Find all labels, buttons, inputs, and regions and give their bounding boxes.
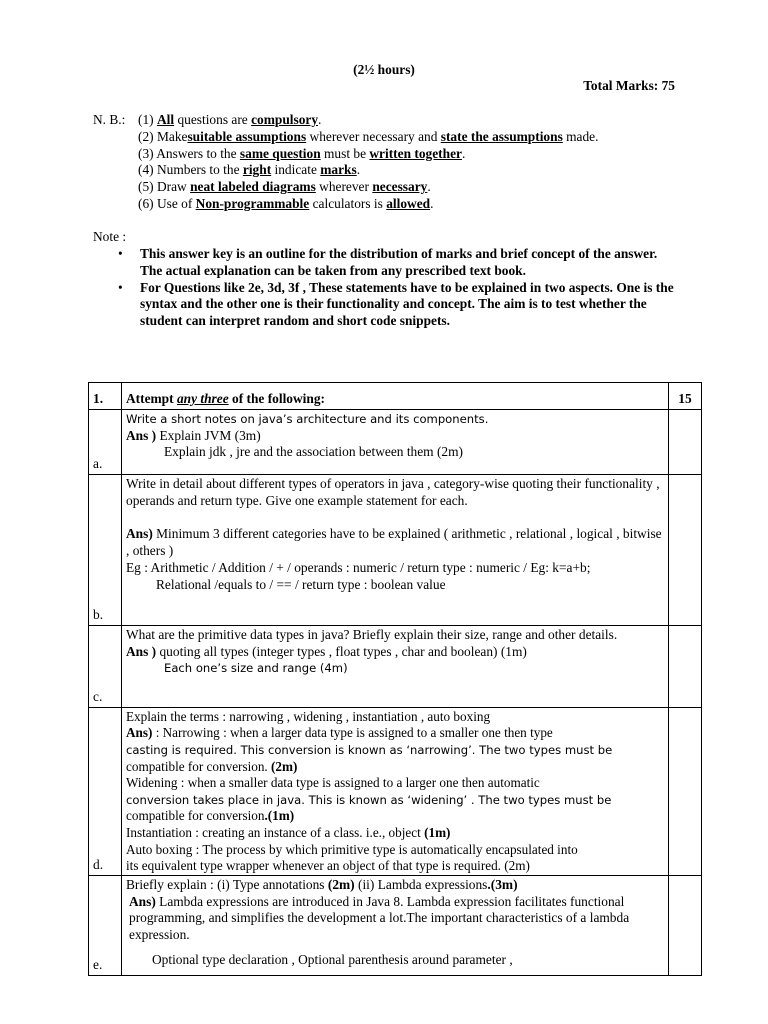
subquestion-label: e. [89,875,122,975]
answer-text: Instantiation : creating an instance of a class. i.e., object [126,824,425,840]
subquestion-content [122,474,669,625]
answer-line [126,428,664,445]
instruction-item [138,146,598,163]
note-list [118,246,678,330]
instruction-number: (6) [138,195,157,211]
subquestion-label: a. [89,409,122,474]
instruction-text: wherever necessary and [306,128,441,144]
instruction-text: . [356,162,361,178]
instruction-text: wherever [315,179,373,195]
answer-line: Each one’s size and range (4m) [164,661,348,676]
subquestion-content [122,409,669,474]
question-text: What are the primitive data types in java? Briefly explain their size, range and other details. [126,626,618,642]
instruction-text: . [427,179,431,195]
instruction-text: Numbers to the [156,162,243,178]
instruction-text: Use of [156,195,196,211]
instruction-text: of the following: [228,391,325,406]
instruction-emphasis: any three [176,391,229,406]
answer-text: compatible for conversion [126,808,265,824]
answer-line [126,644,664,661]
question-text [126,877,664,894]
question-marks: 15 [669,383,702,410]
answer-line [126,759,664,776]
answer-line: its equivalent type wrapper whenever an object of that type is required. (2m) [126,858,530,874]
instruction-item [138,129,598,146]
marks-cell [669,875,702,975]
instruction-text: . [318,112,322,127]
answer-line [126,808,664,825]
answer-line: Explain jdk , jre and the association between them (2m) [164,444,463,460]
answer-label: Ans) [129,893,156,909]
marks-cell [669,707,702,875]
answer-marks: (2m) [271,758,298,774]
subquestion-content [122,625,669,707]
question-part: (ii) Lambda expressions [354,876,488,892]
answer-label: Ans) [126,526,153,542]
subquestion-label: c. [89,625,122,707]
question-marks: .(3m) [487,876,518,892]
instruction-item [138,112,598,129]
answer-text: quoting all types (integer types , float types , char and boolean) (1m) [156,643,527,659]
instruction-item [138,179,598,196]
subquestion-content [122,875,669,975]
note-label: Note : [93,229,127,244]
answer-text: Minimum 3 different categories have to be explained ( arithmetic , relational , logical , bitwise , others ) [126,526,662,558]
question-text: Explain the terms : narrowing , widening , instantiation , auto boxing [126,708,491,724]
spacer [126,944,664,952]
answer-label: Ans ) [126,427,157,443]
answer-text: Explain JVM (3m) [156,427,261,443]
instruction-emphasis: suitable assumptions [187,128,307,144]
answer-marks: .(1m) [264,808,295,824]
instruction-number: (3) [138,145,157,161]
instruction-emphasis: marks [320,162,357,178]
example-line: Eg : Arithmetic / Addition / + / operands : numeric / return type : numeric / Eg: k=a+b; [126,559,591,575]
instruction-number: (4) [138,162,157,178]
answer-line [126,526,664,560]
instruction-emphasis: same question [239,145,321,161]
subquestion-row-c [89,625,702,707]
instruction-emphasis: Non-programmable [195,195,310,211]
subquestion-content [122,707,669,875]
answer-line [126,725,664,742]
marks-cell [669,474,702,625]
answer-line [126,825,664,842]
instruction-text: Attempt [126,391,177,406]
answer-marks: (1m) [424,824,451,840]
subquestion-row-a [89,409,702,474]
answer-text: compatible for conversion. [126,758,272,774]
instruction-text: Draw [156,179,191,195]
instruction-emphasis: neat labeled diagrams [190,179,316,195]
question-table [88,382,702,976]
instruction-text: indicate [271,162,321,178]
subquestion-label: b. [89,474,122,625]
question-marks: (2m) [327,876,355,892]
answer-line: Optional type declaration , Optional parenthesis around parameter , [152,951,513,967]
instruction-text: . [430,195,434,211]
instruction-emphasis: compulsory [251,112,319,127]
instruction-emphasis: allowed [386,195,431,211]
instruction-text: Make [156,128,188,144]
question-part: Briefly explain : (i) Type annotations [126,876,328,892]
instruction-text: . [461,145,466,161]
instruction-text: made. [562,128,599,144]
spacer [126,509,664,526]
answer-line: Auto boxing : The process by which primitive type is automatically encapsulated into [126,841,578,857]
instruction-emphasis: All [156,112,175,127]
question-instruction [122,383,669,410]
instruction-item [138,162,598,179]
question-number: 1. [89,383,122,410]
total-marks: Total Marks: 75 [583,78,675,93]
instruction-emphasis: necessary [372,179,428,195]
instruction-emphasis: state the assumptions [440,128,563,144]
answer-line: Widening : when a smaller data type is assigned to a larger one then automatic [126,775,540,791]
question-header-row [89,383,702,410]
instruction-text: Answers to the [156,145,240,161]
answer-label: Ans ) [126,643,157,659]
answer-text: : Narrowing : when a larger data type is assigned to a smaller one then type [152,725,553,741]
answer-line: casting is required. This conversion is known as ‘narrowing’. The two types must be [126,742,613,757]
marks-cell [669,625,702,707]
subquestion-row-d [89,707,702,875]
answer-line [126,894,664,944]
instruction-number: (1) [138,112,157,127]
question-text: Write in detail about different types of operators in java , category-wise quoting their functionality , operands and return type. Give one example statement for each. [126,475,660,508]
instruction-emphasis: right [242,162,272,178]
instruction-item [138,196,598,213]
exam-duration: (2½ hours) [353,62,415,77]
question-text: Write a short notes on java’s architecture and its components. [126,411,489,426]
instruction-text: must be [320,145,370,161]
note-bullet: • For Questions like 2e, 3d, 3f , These statements have to be explained in two aspects. One is the syntax and the other one is their functionality and concept. The aim is to test whether the student can interpret random and short code snippets. [118,280,678,330]
marks-cell [669,409,702,474]
instruction-number: (5) [138,179,157,195]
instruction-text: questions are [174,112,252,127]
instruction-emphasis: written together [369,145,462,161]
note-bullet: • This answer key is an outline for the distribution of marks and brief concept of the answer. The actual explanation can be taken from any prescribed text book. [118,246,678,280]
instruction-number: (2) [138,128,157,144]
answer-line: conversion takes place in java. This is known as ‘widening’ . The two types must be [126,792,612,807]
nb-label: N. B.: [93,112,126,127]
answer-label: Ans) [126,725,153,741]
example-line: Relational /equals to / == / return type : boolean value [156,576,446,592]
subquestion-row-b [89,474,702,625]
answer-text: Lambda expressions are introduced in Java 8. Lambda expression facilitates functional programming, and simplifies the development a lot.The important characteristics of a lambda expression. [129,893,630,943]
subquestion-label: d. [89,707,122,875]
instructions-list [138,112,598,213]
instruction-text: calculators is [309,195,387,211]
subquestion-row-e [89,875,702,975]
